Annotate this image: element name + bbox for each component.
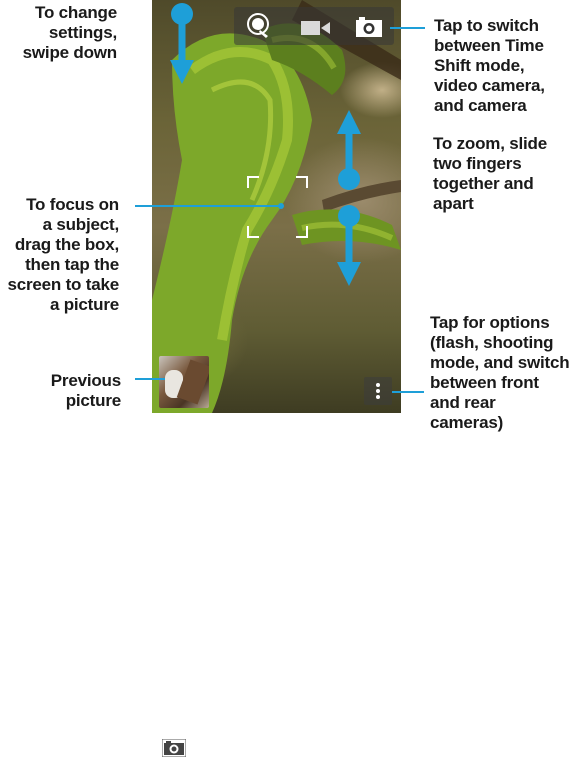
callout-switch-modes: Tap to switch between Time Shift mode, video camera, and camera: [434, 16, 545, 115]
time-shift-icon[interactable]: [246, 12, 274, 40]
camera-mode-toolbar: [234, 7, 394, 45]
focus-box[interactable]: [247, 176, 308, 238]
previous-picture-thumbnail[interactable]: [159, 356, 209, 408]
options-menu-button[interactable]: [364, 377, 392, 405]
camera-icon[interactable]: [356, 17, 382, 37]
focus-corner-bottom-left: [247, 226, 259, 238]
callout-focus-subject: To focus on a subject, drag the box, then tap the screen to take a picture: [7, 195, 119, 314]
focus-corner-top-right: [296, 176, 308, 188]
focus-corner-top-left: [247, 176, 259, 188]
callout-previous-picture: Previous picture: [50, 371, 121, 410]
camera-viewfinder[interactable]: [152, 0, 401, 413]
callout-change-settings: To change settings, swipe down: [22, 3, 117, 62]
video-camera-icon[interactable]: [301, 19, 331, 37]
callout-options: Tap for options (flash, shooting mode, and switch between front and rear cameras): [430, 313, 570, 432]
focus-corner-bottom-right: [296, 226, 308, 238]
callout-zoom: To zoom, slide two fingers together and apart: [433, 134, 548, 213]
camera-icon: [162, 739, 186, 757]
